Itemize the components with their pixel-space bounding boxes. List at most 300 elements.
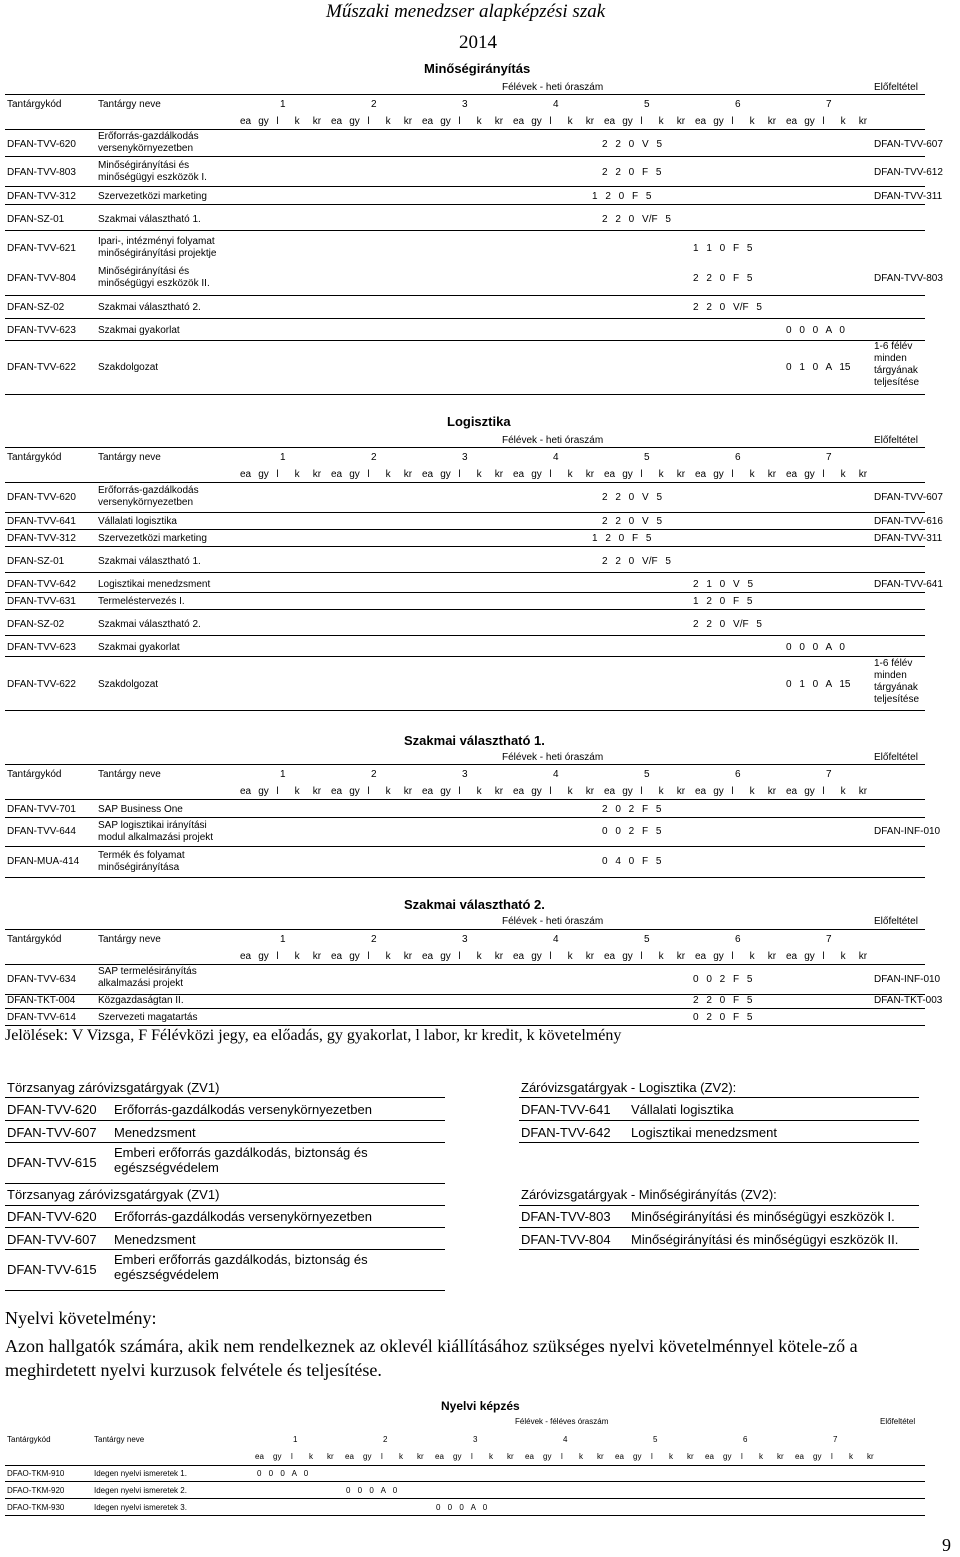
subject-code: DFAN-SZ-01 <box>7 214 65 225</box>
subcolumn-label: ea <box>513 116 525 127</box>
subcolumn-label: gy <box>349 469 360 480</box>
subcolumn-label: l <box>640 469 643 480</box>
subject-name: Logisztikai menedzsment <box>98 579 211 590</box>
subject-name: Minőségirányítási és minőségügyi eszközök I. <box>98 160 207 183</box>
subcolumn-label: ea <box>331 116 343 127</box>
subject-name: Minőségirányítási és minőségügyi eszközök II. <box>98 266 210 289</box>
subcolumn-label: ea <box>331 469 343 480</box>
subcolumn-label: k <box>840 116 846 127</box>
prerequisite-header: Előfeltétel <box>874 82 918 93</box>
subject-hours: 0 0 0 A 0 <box>257 1469 309 1478</box>
subcolumn-label: ea <box>786 116 798 127</box>
zv-code: DFAN-TVV-607 <box>7 1232 97 1247</box>
subject-name: Termék és folyamat minőségirányítása <box>98 850 185 873</box>
subject-code: DFAN-TVV-641 <box>7 516 76 527</box>
subcolumn-label: ea <box>422 116 434 127</box>
subcolumn-label: l <box>381 1452 383 1461</box>
subcolumn-label: ea <box>695 469 707 480</box>
subcolumn-label: ea <box>422 786 434 797</box>
subcolumn-label: ea <box>240 951 252 962</box>
subcolumn-label: l <box>471 1452 473 1461</box>
prerequisite-header: Előfeltétel <box>880 1417 916 1426</box>
subcolumn-label: l <box>276 469 279 480</box>
subcolumn-label: gy <box>258 786 269 797</box>
semester-number: 6 <box>743 1435 748 1444</box>
subject-hours: 2 1 0 V 5 <box>693 579 754 590</box>
subject-hours: 0 4 0 F 5 <box>602 856 662 867</box>
semester-number: 7 <box>826 934 832 945</box>
subject-prerequisite: DFAN-TVV-607 <box>874 139 943 150</box>
subject-hours: 2 2 0 V/F 5 <box>602 214 671 225</box>
subject-code: DFAN-TVV-620 <box>7 492 76 503</box>
subcolumn-label: ea <box>331 951 343 962</box>
zv-code: DFAN-TVV-607 <box>7 1125 97 1140</box>
semester-number: 6 <box>735 452 741 463</box>
subcolumn-label: k <box>669 1452 673 1461</box>
subcolumn-label: k <box>567 951 573 962</box>
subcolumn-label: kr <box>403 469 413 480</box>
subject-code-header: Tantárgykód <box>7 934 62 945</box>
subject-hours: 0 2 0 F 5 <box>693 1012 753 1023</box>
subcolumn-label: kr <box>777 1452 784 1461</box>
subject-prerequisite: 1-6 félév minden tárgyának teljesítése <box>874 658 920 705</box>
zv2-title: Záróvizsgatárgyak - Logisztika (ZV2): <box>521 1080 737 1095</box>
subcolumn-label: gy <box>804 786 815 797</box>
subcolumn-label: kr <box>403 786 413 797</box>
semester-number: 6 <box>735 769 741 780</box>
subject-code: DFAN-SZ-02 <box>7 302 65 313</box>
subcolumn-label: ea <box>525 1452 534 1461</box>
semester-number: 4 <box>563 1435 568 1444</box>
subcolumn-label: kr <box>417 1452 424 1461</box>
semester-number: 5 <box>644 99 650 110</box>
subject-prerequisite: DFAN-TKT-003 <box>874 995 943 1006</box>
subcolumn-label: k <box>385 469 391 480</box>
semester-number: 2 <box>371 934 377 945</box>
subcolumn-label: k <box>658 951 664 962</box>
subcolumn-label: kr <box>767 469 777 480</box>
subject-code: DFAO-TKM-910 <box>7 1469 65 1478</box>
zv-code: DFAN-TVV-803 <box>521 1209 611 1224</box>
subcolumn-label: ea <box>513 786 525 797</box>
subject-hours: 2 2 0 V/F 5 <box>693 619 762 630</box>
subject-name-header: Tantárgy neve <box>98 452 161 463</box>
prerequisite-header: Előfeltétel <box>874 916 918 927</box>
subcolumn-label: l <box>367 469 370 480</box>
language-heading: Nyelvi követelmény: <box>5 1308 157 1328</box>
subcolumn-label: k <box>567 469 573 480</box>
subject-hours: 2 2 0 V/F 5 <box>602 556 671 567</box>
subcolumn-label: gy <box>440 951 451 962</box>
subcolumn-label: gy <box>622 469 633 480</box>
subject-name: Szakmai választható 1. <box>98 214 201 225</box>
subcolumn-label: ea <box>695 786 707 797</box>
subcolumn-label: kr <box>312 786 322 797</box>
subject-name: Szakmai választható 2. <box>98 619 201 630</box>
subcolumn-label: gy <box>258 116 269 127</box>
subject-name: Erőforrás-gazdálkodás versenykörnyezetben <box>98 485 199 508</box>
semester-number: 2 <box>371 769 377 780</box>
subject-code: DFAN-SZ-02 <box>7 619 65 630</box>
section-title: Szakmai választható 2. <box>404 897 545 912</box>
subcolumn-label: kr <box>494 951 504 962</box>
subcolumn-label: kr <box>687 1452 694 1461</box>
subcolumn-label: l <box>831 1452 833 1461</box>
subject-code-header: Tantárgykód <box>7 99 62 110</box>
subject-prerequisite: DFAN-TVV-607 <box>874 492 943 503</box>
subcolumn-label: l <box>822 786 825 797</box>
subcolumn-label: k <box>476 786 482 797</box>
subject-code: DFAN-TVV-642 <box>7 579 76 590</box>
semester-number: 4 <box>553 769 559 780</box>
subcolumn-label: ea <box>240 116 252 127</box>
subcolumn-label: kr <box>327 1452 334 1461</box>
zv-code: DFAN-TVV-615 <box>7 1155 97 1170</box>
subcolumn-label: kr <box>858 469 868 480</box>
subcolumn-label: gy <box>804 951 815 962</box>
subcolumn-label: l <box>458 786 461 797</box>
subcolumn-label: k <box>476 116 482 127</box>
language-text: Azon hallgatók számára, akik nem rendelkeznek az oklevél kiállításához szükséges nyelvi követelménnyel kötele-ző a meghirdetett nyelvi kurzusok felvétele és teljesítése. <box>5 1336 858 1380</box>
section-title: Minőségirányítás <box>424 61 531 76</box>
subcolumn-label: k <box>476 469 482 480</box>
subject-hours: 0 0 2 F 5 <box>602 826 662 837</box>
subcolumn-label: ea <box>786 469 798 480</box>
subject-hours: 0 0 0 A 0 <box>346 1486 398 1495</box>
subcolumn-label: gy <box>440 116 451 127</box>
semester-number: 1 <box>280 99 286 110</box>
subcolumn-label: ea <box>422 469 434 480</box>
subcolumn-label: k <box>567 786 573 797</box>
subcolumn-label: kr <box>867 1452 874 1461</box>
subject-code: DFAN-TVV-614 <box>7 1012 76 1023</box>
subcolumn-label: k <box>385 951 391 962</box>
subject-name: Termeléstervezés I. <box>98 596 185 607</box>
subject-prerequisite: DFAN-TVV-803 <box>874 273 943 284</box>
subcolumn-label: gy <box>543 1452 552 1461</box>
subject-name: SAP termelésirányítás alkalmazási projekt <box>98 966 197 989</box>
subcolumn-label: gy <box>531 116 542 127</box>
prerequisite-header: Előfeltétel <box>874 752 918 763</box>
section-title: Nyelvi képzés <box>441 1399 520 1413</box>
semester-number: 6 <box>735 99 741 110</box>
zv-code: DFAN-TVV-804 <box>521 1232 611 1247</box>
subject-hours: 0 0 2 F 5 <box>693 974 753 985</box>
subcolumn-label: ea <box>695 116 707 127</box>
subject-code: DFAN-TVV-620 <box>7 139 76 150</box>
subject-code: DFAO-TKM-930 <box>7 1503 65 1512</box>
subject-name: SAP logisztikai irányítási modul alkalmazási projekt <box>98 820 214 843</box>
semester-number: 1 <box>280 452 286 463</box>
page-title: Műszaki menedzser alapképzési szak <box>326 1 606 22</box>
subcolumn-label: ea <box>786 786 798 797</box>
legend: Jelölések: V Vizsga, F Félévközi jegy, ea előadás, gy gyakorlat, l labor, kr kredit, k követelmény <box>5 1027 622 1044</box>
subcolumn-label: kr <box>494 116 504 127</box>
zv-name: Emberi erőforrás gazdálkodás, biztonság és egészségvédelem <box>114 1252 368 1282</box>
subject-hours: 1 1 0 F 5 <box>693 243 753 254</box>
subject-hours: 2 0 2 F 5 <box>602 804 662 815</box>
subject-code: DFAN-TVV-804 <box>7 273 76 284</box>
subject-prerequisite: DFAN-TVV-311 <box>874 191 943 202</box>
subcolumn-label: kr <box>676 786 686 797</box>
subcolumn-label: l <box>291 1452 293 1461</box>
zv-name: Logisztikai menedzsment <box>631 1125 777 1140</box>
subject-name: Erőforrás-gazdálkodás versenykörnyezetben <box>98 131 199 154</box>
subcolumn-label: gy <box>622 116 633 127</box>
subcolumn-label: gy <box>258 469 269 480</box>
semesters-header: Félévek - féléves óraszám <box>515 1417 609 1426</box>
subcolumn-label: kr <box>403 951 413 962</box>
zv-name: Vállalati logisztika <box>631 1102 734 1117</box>
subject-name: Idegen nyelvi ismeretek 1. <box>94 1469 187 1478</box>
subject-code: DFAN-TVV-312 <box>7 533 76 544</box>
subcolumn-label: gy <box>363 1452 372 1461</box>
subcolumn-label: ea <box>422 951 434 962</box>
subcolumn-label: l <box>640 786 643 797</box>
subcolumn-label: ea <box>615 1452 624 1461</box>
subcolumn-label: l <box>367 116 370 127</box>
subcolumn-label: l <box>640 951 643 962</box>
subcolumn-label: gy <box>813 1452 822 1461</box>
subcolumn-label: ea <box>786 951 798 962</box>
subcolumn-label: kr <box>858 786 868 797</box>
subcolumn-label: ea <box>795 1452 804 1461</box>
subcolumn-label: gy <box>440 786 451 797</box>
semester-number: 5 <box>644 934 650 945</box>
subcolumn-label: gy <box>273 1452 282 1461</box>
subject-prerequisite: DFAN-TVV-612 <box>874 167 943 178</box>
subject-name-header: Tantárgy neve <box>98 99 161 110</box>
semesters-header: Félévek - heti óraszám <box>502 752 604 763</box>
subcolumn-label: l <box>458 116 461 127</box>
zv-code: DFAN-TVV-620 <box>7 1209 97 1224</box>
subcolumn-label: l <box>549 469 552 480</box>
subcolumn-label: kr <box>767 786 777 797</box>
section-title: Szakmai választható 1. <box>404 733 545 748</box>
subcolumn-label: gy <box>713 786 724 797</box>
subcolumn-label: ea <box>604 116 616 127</box>
subcolumn-label: k <box>658 116 664 127</box>
subject-name: Szakmai gyakorlat <box>98 325 180 336</box>
subcolumn-label: k <box>658 786 664 797</box>
subject-prerequisite: 1-6 félév minden tárgyának teljesítése <box>874 341 920 388</box>
semester-number: 1 <box>280 769 286 780</box>
subcolumn-label: ea <box>695 951 707 962</box>
subject-hours: 0 1 0 A 15 <box>786 679 851 690</box>
subcolumn-label: l <box>549 116 552 127</box>
semesters-header: Félévek - heti óraszám <box>502 82 604 93</box>
subject-name: Ipari-, intézményi folyamat minőségirányítási projektje <box>98 236 217 259</box>
semester-number: 2 <box>371 452 377 463</box>
subject-name-header: Tantárgy neve <box>98 934 161 945</box>
subcolumn-label: gy <box>713 951 724 962</box>
subject-prerequisite: DFAN-INF-010 <box>874 826 941 837</box>
subject-hours: 0 0 0 A 0 <box>786 642 845 653</box>
zv-code: DFAN-TVV-615 <box>7 1262 97 1277</box>
subcolumn-label: ea <box>604 469 616 480</box>
subcolumn-label: gy <box>622 951 633 962</box>
subcolumn-label: kr <box>585 786 595 797</box>
semester-number: 6 <box>735 934 741 945</box>
subcolumn-label: k <box>849 1452 853 1461</box>
subcolumn-label: ea <box>345 1452 354 1461</box>
subcolumn-label: l <box>822 469 825 480</box>
subcolumn-label: l <box>640 116 643 127</box>
semester-number: 3 <box>462 452 468 463</box>
subcolumn-label: kr <box>585 116 595 127</box>
subcolumn-label: k <box>749 469 755 480</box>
subject-code-header: Tantárgykód <box>7 1435 51 1444</box>
semester-number: 4 <box>553 934 559 945</box>
subject-hours: 2 2 0 F 5 <box>693 995 753 1006</box>
subcolumn-label: l <box>367 951 370 962</box>
subject-code: DFAN-TVV-623 <box>7 642 76 653</box>
subcolumn-label: gy <box>531 786 542 797</box>
subject-code: DFAN-TVV-631 <box>7 596 76 607</box>
subcolumn-label: k <box>309 1452 313 1461</box>
subject-code: DFAO-TKM-920 <box>7 1486 65 1495</box>
subcolumn-label: k <box>294 951 300 962</box>
subcolumn-label: gy <box>440 469 451 480</box>
subcolumn-label: k <box>759 1452 763 1461</box>
semester-number: 3 <box>473 1435 478 1444</box>
zv-name: Minőségirányítási és minőségügyi eszközök II. <box>631 1232 899 1247</box>
subject-code-header: Tantárgykód <box>7 769 62 780</box>
subcolumn-label: kr <box>507 1452 514 1461</box>
subcolumn-label: kr <box>676 469 686 480</box>
subject-hours: 2 2 0 V 5 <box>602 516 663 527</box>
subcolumn-label: kr <box>676 116 686 127</box>
subject-name: Szakdolgozat <box>98 362 159 373</box>
subcolumn-label: gy <box>349 786 360 797</box>
subcolumn-label: k <box>840 951 846 962</box>
zv-name: Erőforrás-gazdálkodás versenykörnyezetben <box>114 1209 372 1224</box>
subcolumn-label: k <box>399 1452 403 1461</box>
subcolumn-label: ea <box>240 469 252 480</box>
subject-hours: 2 2 0 V 5 <box>602 492 663 503</box>
subcolumn-label: kr <box>597 1452 604 1461</box>
subcolumn-label: gy <box>633 1452 642 1461</box>
subcolumn-label: ea <box>604 786 616 797</box>
semester-number: 4 <box>553 99 559 110</box>
subcolumn-label: kr <box>312 116 322 127</box>
semester-number: 3 <box>462 769 468 780</box>
subcolumn-label: l <box>561 1452 563 1461</box>
semester-number: 7 <box>826 99 832 110</box>
subject-prerequisite: DFAN-INF-010 <box>874 974 941 985</box>
subcolumn-label: kr <box>767 951 777 962</box>
subcolumn-label: k <box>294 469 300 480</box>
subcolumn-label: l <box>458 951 461 962</box>
subcolumn-label: l <box>651 1452 653 1461</box>
subcolumn-label: gy <box>713 116 724 127</box>
subject-hours: 2 2 0 V/F 5 <box>693 302 762 313</box>
subcolumn-label: l <box>822 951 825 962</box>
subject-name: Szakmai választható 1. <box>98 556 201 567</box>
subcolumn-label: kr <box>858 951 868 962</box>
subcolumn-label: l <box>731 786 734 797</box>
subcolumn-label: l <box>458 469 461 480</box>
subcolumn-label: k <box>385 786 391 797</box>
subcolumn-label: gy <box>713 469 724 480</box>
subcolumn-label: l <box>731 469 734 480</box>
subject-prerequisite: DFAN-TVV-616 <box>874 516 943 527</box>
subcolumn-label: l <box>276 951 279 962</box>
subject-code: DFAN-TVV-622 <box>7 362 76 373</box>
subcolumn-label: kr <box>585 469 595 480</box>
subject-hours: 1 2 0 F 5 <box>592 191 652 202</box>
subject-code: DFAN-TVV-701 <box>7 804 76 815</box>
subject-code: DFAN-TVV-312 <box>7 191 76 202</box>
subcolumn-label: kr <box>676 951 686 962</box>
subject-name-header: Tantárgy neve <box>94 1435 145 1444</box>
subcolumn-label: ea <box>255 1452 264 1461</box>
subcolumn-label: l <box>367 786 370 797</box>
subcolumn-label: k <box>489 1452 493 1461</box>
zv1-title: Törzsanyag záróvizsgatárgyak (ZV1) <box>7 1080 220 1095</box>
subject-hours: 1 2 0 F 5 <box>693 596 753 607</box>
subject-code: DFAN-TVV-803 <box>7 167 76 178</box>
subject-code: DFAN-TVV-622 <box>7 679 76 690</box>
semesters-header: Félévek - heti óraszám <box>502 435 604 446</box>
subcolumn-label: gy <box>531 469 542 480</box>
semester-number: 7 <box>833 1435 838 1444</box>
zv1-title: Törzsanyag záróvizsgatárgyak (ZV1) <box>7 1187 220 1202</box>
subcolumn-label: k <box>749 786 755 797</box>
subcolumn-label: k <box>749 116 755 127</box>
subject-hours: 1 2 0 F 5 <box>592 533 652 544</box>
semester-number: 5 <box>644 769 650 780</box>
subcolumn-label: kr <box>585 951 595 962</box>
zv-code: DFAN-TVV-620 <box>7 1102 97 1117</box>
semesters-header: Félévek - heti óraszám <box>502 916 604 927</box>
subject-code: DFAN-TVV-644 <box>7 826 76 837</box>
subcolumn-label: k <box>567 116 573 127</box>
subcolumn-label: l <box>731 116 734 127</box>
semester-number: 1 <box>280 934 286 945</box>
subcolumn-label: l <box>549 951 552 962</box>
subject-name: Szakmai gyakorlat <box>98 642 180 653</box>
subcolumn-label: gy <box>531 951 542 962</box>
subject-hours: 2 2 0 V 5 <box>602 139 663 150</box>
subcolumn-label: k <box>294 786 300 797</box>
subcolumn-label: gy <box>804 116 815 127</box>
subject-code: DFAN-TVV-623 <box>7 325 76 336</box>
subcolumn-label: kr <box>403 116 413 127</box>
zv-code: DFAN-TVV-641 <box>521 1102 611 1117</box>
subcolumn-label: gy <box>258 951 269 962</box>
subject-code-header: Tantárgykód <box>7 452 62 463</box>
semester-number: 4 <box>553 452 559 463</box>
zv-name: Menedzsment <box>114 1125 196 1140</box>
subcolumn-label: kr <box>312 951 322 962</box>
subcolumn-label: l <box>731 951 734 962</box>
subcolumn-label: gy <box>804 469 815 480</box>
semester-number: 1 <box>293 1435 298 1444</box>
subcolumn-label: ea <box>513 469 525 480</box>
subject-hours: 0 0 0 A 0 <box>436 1503 488 1512</box>
zv-code: DFAN-TVV-642 <box>521 1125 611 1140</box>
subject-name: Szakmai választható 2. <box>98 302 201 313</box>
zv2-title: Záróvizsgatárgyak - Minőségirányítás (ZV2): <box>521 1187 777 1202</box>
zv-name: Emberi erőforrás gazdálkodás, biztonság és egészségvédelem <box>114 1145 368 1175</box>
subject-name: Szervezeti magatartás <box>98 1012 198 1023</box>
subcolumn-label: k <box>840 786 846 797</box>
subcolumn-label: gy <box>453 1452 462 1461</box>
semester-number: 2 <box>371 99 377 110</box>
subcolumn-label: k <box>294 116 300 127</box>
subject-code: DFAN-TKT-004 <box>7 995 76 1006</box>
